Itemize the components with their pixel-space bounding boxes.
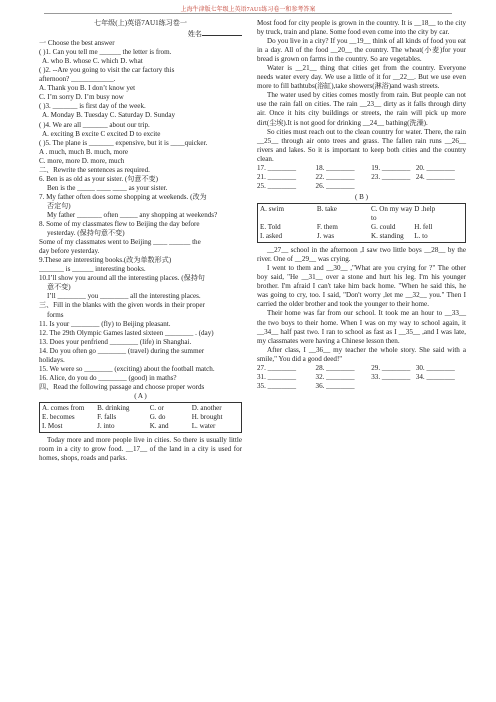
question-1: ( )1. Can you tell me ______ the letter is from. xyxy=(39,48,172,57)
word-option: B. drinking xyxy=(97,403,130,412)
answer-slot: 30. ________ xyxy=(415,363,455,372)
rewrite-7-answer: My father _______ often _____ any shopping at weekends? xyxy=(47,210,218,219)
answer-slot: 34. ________ xyxy=(415,372,455,381)
word-option: K. standing xyxy=(370,232,404,241)
name-blank xyxy=(202,28,242,36)
fill-14-cont: holidays. xyxy=(39,355,65,364)
answer-row-a2 xyxy=(257,173,466,182)
fill-11: 11. Is your ________ (fly) to Beijing pleasant. xyxy=(39,319,171,328)
answer-slot: 35. ________ xyxy=(257,381,297,390)
answer-row-b3 xyxy=(257,382,466,391)
section-4-sub-b: ( B ) xyxy=(354,192,368,201)
word-box-b-row xyxy=(260,232,463,241)
rewrite-6-answer: Ben is the _____ ____ ____ as your sister. xyxy=(47,183,168,192)
fill-12: 12. The 29th Olympic Games lasted sixteen ________ . (day) xyxy=(39,328,214,337)
answer-row-a1 xyxy=(257,164,466,173)
word-option: J. into xyxy=(97,422,115,431)
answer-slot: 27. ________ xyxy=(257,363,297,372)
passage-a-p1: Most food for city people is grown in the country. It is __18__ to the city by truck, train and plane. Some food even come into the city by car. xyxy=(257,19,466,37)
word-option: A. comes from xyxy=(42,403,85,412)
right-column xyxy=(257,19,466,391)
answer-row-b1 xyxy=(257,364,466,373)
answer-slot: 18. ________ xyxy=(315,163,355,172)
passage-b-p1: __27__ school in the afternoon ,I saw two little boys __28__ by the river. One of __29__ was crying. xyxy=(257,246,466,264)
passage-b-p2: I went to them and __30__ ,"What are you crying for ?" The other boy said, "He __31__ over a stone and hurt his leg. I'm his younger brother. I'm afraid I can't take him back home. "When he said this, he was going to cry, too. I said, "Don't worry ,let me __32__ you." Then I carried the older brother and took the younger to their home. xyxy=(257,264,466,309)
left-column xyxy=(39,19,242,463)
header-divider xyxy=(44,13,452,14)
passage-b-p4: After class, I __36__ my teacher the whole story. She said with a smile," You did a good deed!" xyxy=(257,345,466,363)
answer-slot: 22. ________ xyxy=(315,172,355,181)
word-box-a-row xyxy=(42,413,239,422)
rewrite-10-cont: 意不变) xyxy=(47,283,71,292)
word-option: G. do xyxy=(149,413,166,422)
word-box-b-row xyxy=(260,223,463,232)
word-option: D. another xyxy=(191,403,222,412)
word-option: L. water xyxy=(191,422,216,431)
fill-13: 13. Does your penfriend ________ (life) in Shanghai. xyxy=(39,337,192,346)
answer-slot: 25. ________ xyxy=(257,181,297,190)
question-4-options: A. exciting B excite C excited D to excite xyxy=(42,129,161,138)
answer-row-a3 xyxy=(257,182,466,191)
word-option: E. Told xyxy=(260,223,281,232)
worksheet-title: 七年级(上)英语7AU1练习卷一 xyxy=(93,19,187,27)
fill-14: 14. Do you often go ________ (travel) during the summer xyxy=(39,346,205,355)
question-2-options-b: C. I’m sorry D. I’m busy now xyxy=(39,93,124,102)
answer-slot: 20. ________ xyxy=(415,163,455,172)
answer-slot: 23. ________ xyxy=(371,172,411,181)
rewrite-7-cont: 否定句) xyxy=(47,201,71,210)
word-option: C. or xyxy=(149,403,164,412)
answer-slot: 24. ________ xyxy=(415,172,455,181)
answer-slot: 21. ________ xyxy=(257,172,297,181)
name-label: 姓名 xyxy=(187,30,202,39)
section-3-heading-cont: forms xyxy=(47,310,64,319)
answer-slot: 19. ________ xyxy=(371,163,411,172)
answer-slot: 17. ________ xyxy=(257,163,297,172)
answer-slot: 33. ________ xyxy=(371,372,411,381)
fill-16: 16. Alice, do you do ________ (good) in maths? xyxy=(39,373,177,382)
rewrite-10-answer: I’ll ________ you ________ all the interesting places. xyxy=(47,292,201,301)
passage-b-p3: Their home was far from our school. It took me an hour to __33__ the two boys to their home. When I was on my way to school again, it __34__ half past two. I ran to school as fast as I __35__ ,and I was late, my classmates were having a Chinese lesson then. xyxy=(257,309,466,345)
name-field xyxy=(39,28,242,39)
word-option: E. becomes xyxy=(42,413,75,422)
word-option: I. asked xyxy=(260,232,283,241)
word-box-a xyxy=(39,402,242,433)
answer-slot: 29. ________ xyxy=(371,363,411,372)
rewrite-8-answer: Some of my classmates went to Beijing ____ ______ the xyxy=(39,238,201,247)
fill-15: 15. We were so ________ (exciting) about the football match. xyxy=(39,364,215,373)
answer-slot: 32. ________ xyxy=(315,372,355,381)
word-option: G. could xyxy=(370,223,396,232)
word-option: K. and xyxy=(149,422,169,431)
word-option: H. brought xyxy=(191,413,223,422)
answer-slot: 31. ________ xyxy=(257,372,297,381)
passage-a-intro: Today more and more people live in cities. So there is usually little room in a city to grow food. __17__ of the land in a city is used for homes, shops, roads and parks. xyxy=(39,436,242,463)
word-option: B. take xyxy=(316,204,337,213)
rewrite-10: 10.I’ll show you around all the interesting places. (保持句 xyxy=(39,274,205,283)
word-option: F. falls xyxy=(97,413,117,422)
question-3: ( )3. _______ is first day of the week. xyxy=(39,102,146,111)
answer-slot: 26. ________ xyxy=(315,181,355,190)
section-1-heading: 一 Choose the best answer xyxy=(39,39,115,48)
section-4-sub-a: ( A ) xyxy=(134,391,147,400)
passage-a-p5: So cities must reach out to the clean country for water. There, the rain __25__ through air onto trees and grass. The fallen rain runs __26__ rivers and lakes. So it is important to keep both cities and the country clean. xyxy=(257,127,466,163)
rewrite-7: 7. My father often does some shopping at weekends. (改为 xyxy=(39,192,207,201)
question-4: ( )4. We are all _______ about our trip. xyxy=(39,120,150,129)
question-1-options: A. who B. whose C. which D. what xyxy=(42,57,143,66)
word-option: L. to xyxy=(414,232,428,241)
answer-slot: 28. ________ xyxy=(315,363,355,372)
word-option: A. swim xyxy=(260,204,285,213)
passage-a-p4: The water used by cities comes mostly from rain. But people can not use the rain fall on cities. The rain __23__ dirty as it falls through dirty air. Once it hits city buildings or streets, the rain will pick up more dirt(尘埃).It is not good for drinking __24__ bathing(洗澡). xyxy=(257,91,466,127)
word-option: I. Most xyxy=(42,422,63,431)
word-option: F. them xyxy=(316,223,338,232)
question-2: ( )2. --Are you going to visit the car factory this xyxy=(39,66,175,75)
word-box-b xyxy=(257,203,466,243)
word-box-b-row xyxy=(260,205,463,223)
section-4-heading: 四、Read the following passage and choose proper words xyxy=(39,382,205,391)
section-2-heading: 二、Rewrite the sentences as required. xyxy=(39,165,150,174)
question-2-cont: afternoon? ____________. xyxy=(39,75,116,84)
word-option: C. On my way to xyxy=(370,204,413,222)
question-2-options-a: A. Thank you B. I don’t know yet xyxy=(39,84,136,93)
passage-a-p2: Do you live in a city? If you __19__ think of all kinds of food you eat in a day. All of the food __20__ the country. The wheat(小麦)for your bread is grown on farms in the country. So are vegetables. xyxy=(257,37,466,64)
question-5-options-b: C. more, more D. more, much xyxy=(39,156,125,165)
passage-a-p3: Water is __21__ thing that cities get from the country. Everyone needs water every day. We use a little of it for __22__. But we use even more to fill bathtubs(浴缸),take showers(淋浴)and wash streets. xyxy=(257,64,466,91)
answer-row-b2 xyxy=(257,373,466,382)
word-option: D .help xyxy=(414,204,436,213)
word-option: H. fell xyxy=(414,223,433,232)
question-5: ( )5. The plane is _______ expensive, but it is ____quicker. xyxy=(39,138,208,147)
answer-slot: 36. ________ xyxy=(315,381,355,390)
rewrite-8-answer-cont: day before yesterday. xyxy=(39,247,100,256)
rewrite-9: 9.These are interesting books.(改为单数形式) xyxy=(39,256,172,265)
rewrite-9-answer: _______ is ______ interesting books. xyxy=(39,265,146,274)
rewrite-6: 6. Ben is as old as your sister. (句意不变) xyxy=(39,174,159,183)
question-3-options: A. Monday B. Tuesday C. Saturday D. Sunday xyxy=(42,111,176,120)
word-box-a-row xyxy=(42,422,239,431)
rewrite-8: 8. Some of my classmates flew to Beijing the day before xyxy=(39,220,200,229)
page-header: 上海牛津版七年级上英语7AU1练习卷一和参考答案 xyxy=(180,7,316,13)
question-5-options-a: A . much, much B. much, more xyxy=(39,147,129,156)
word-option: J. was xyxy=(316,232,335,241)
rewrite-8-cont: yesterday. (保持句意不变) xyxy=(47,229,125,238)
word-box-a-row xyxy=(42,404,239,413)
section-3-heading: 三、Fill in the blanks with the given words in their proper xyxy=(39,301,205,310)
